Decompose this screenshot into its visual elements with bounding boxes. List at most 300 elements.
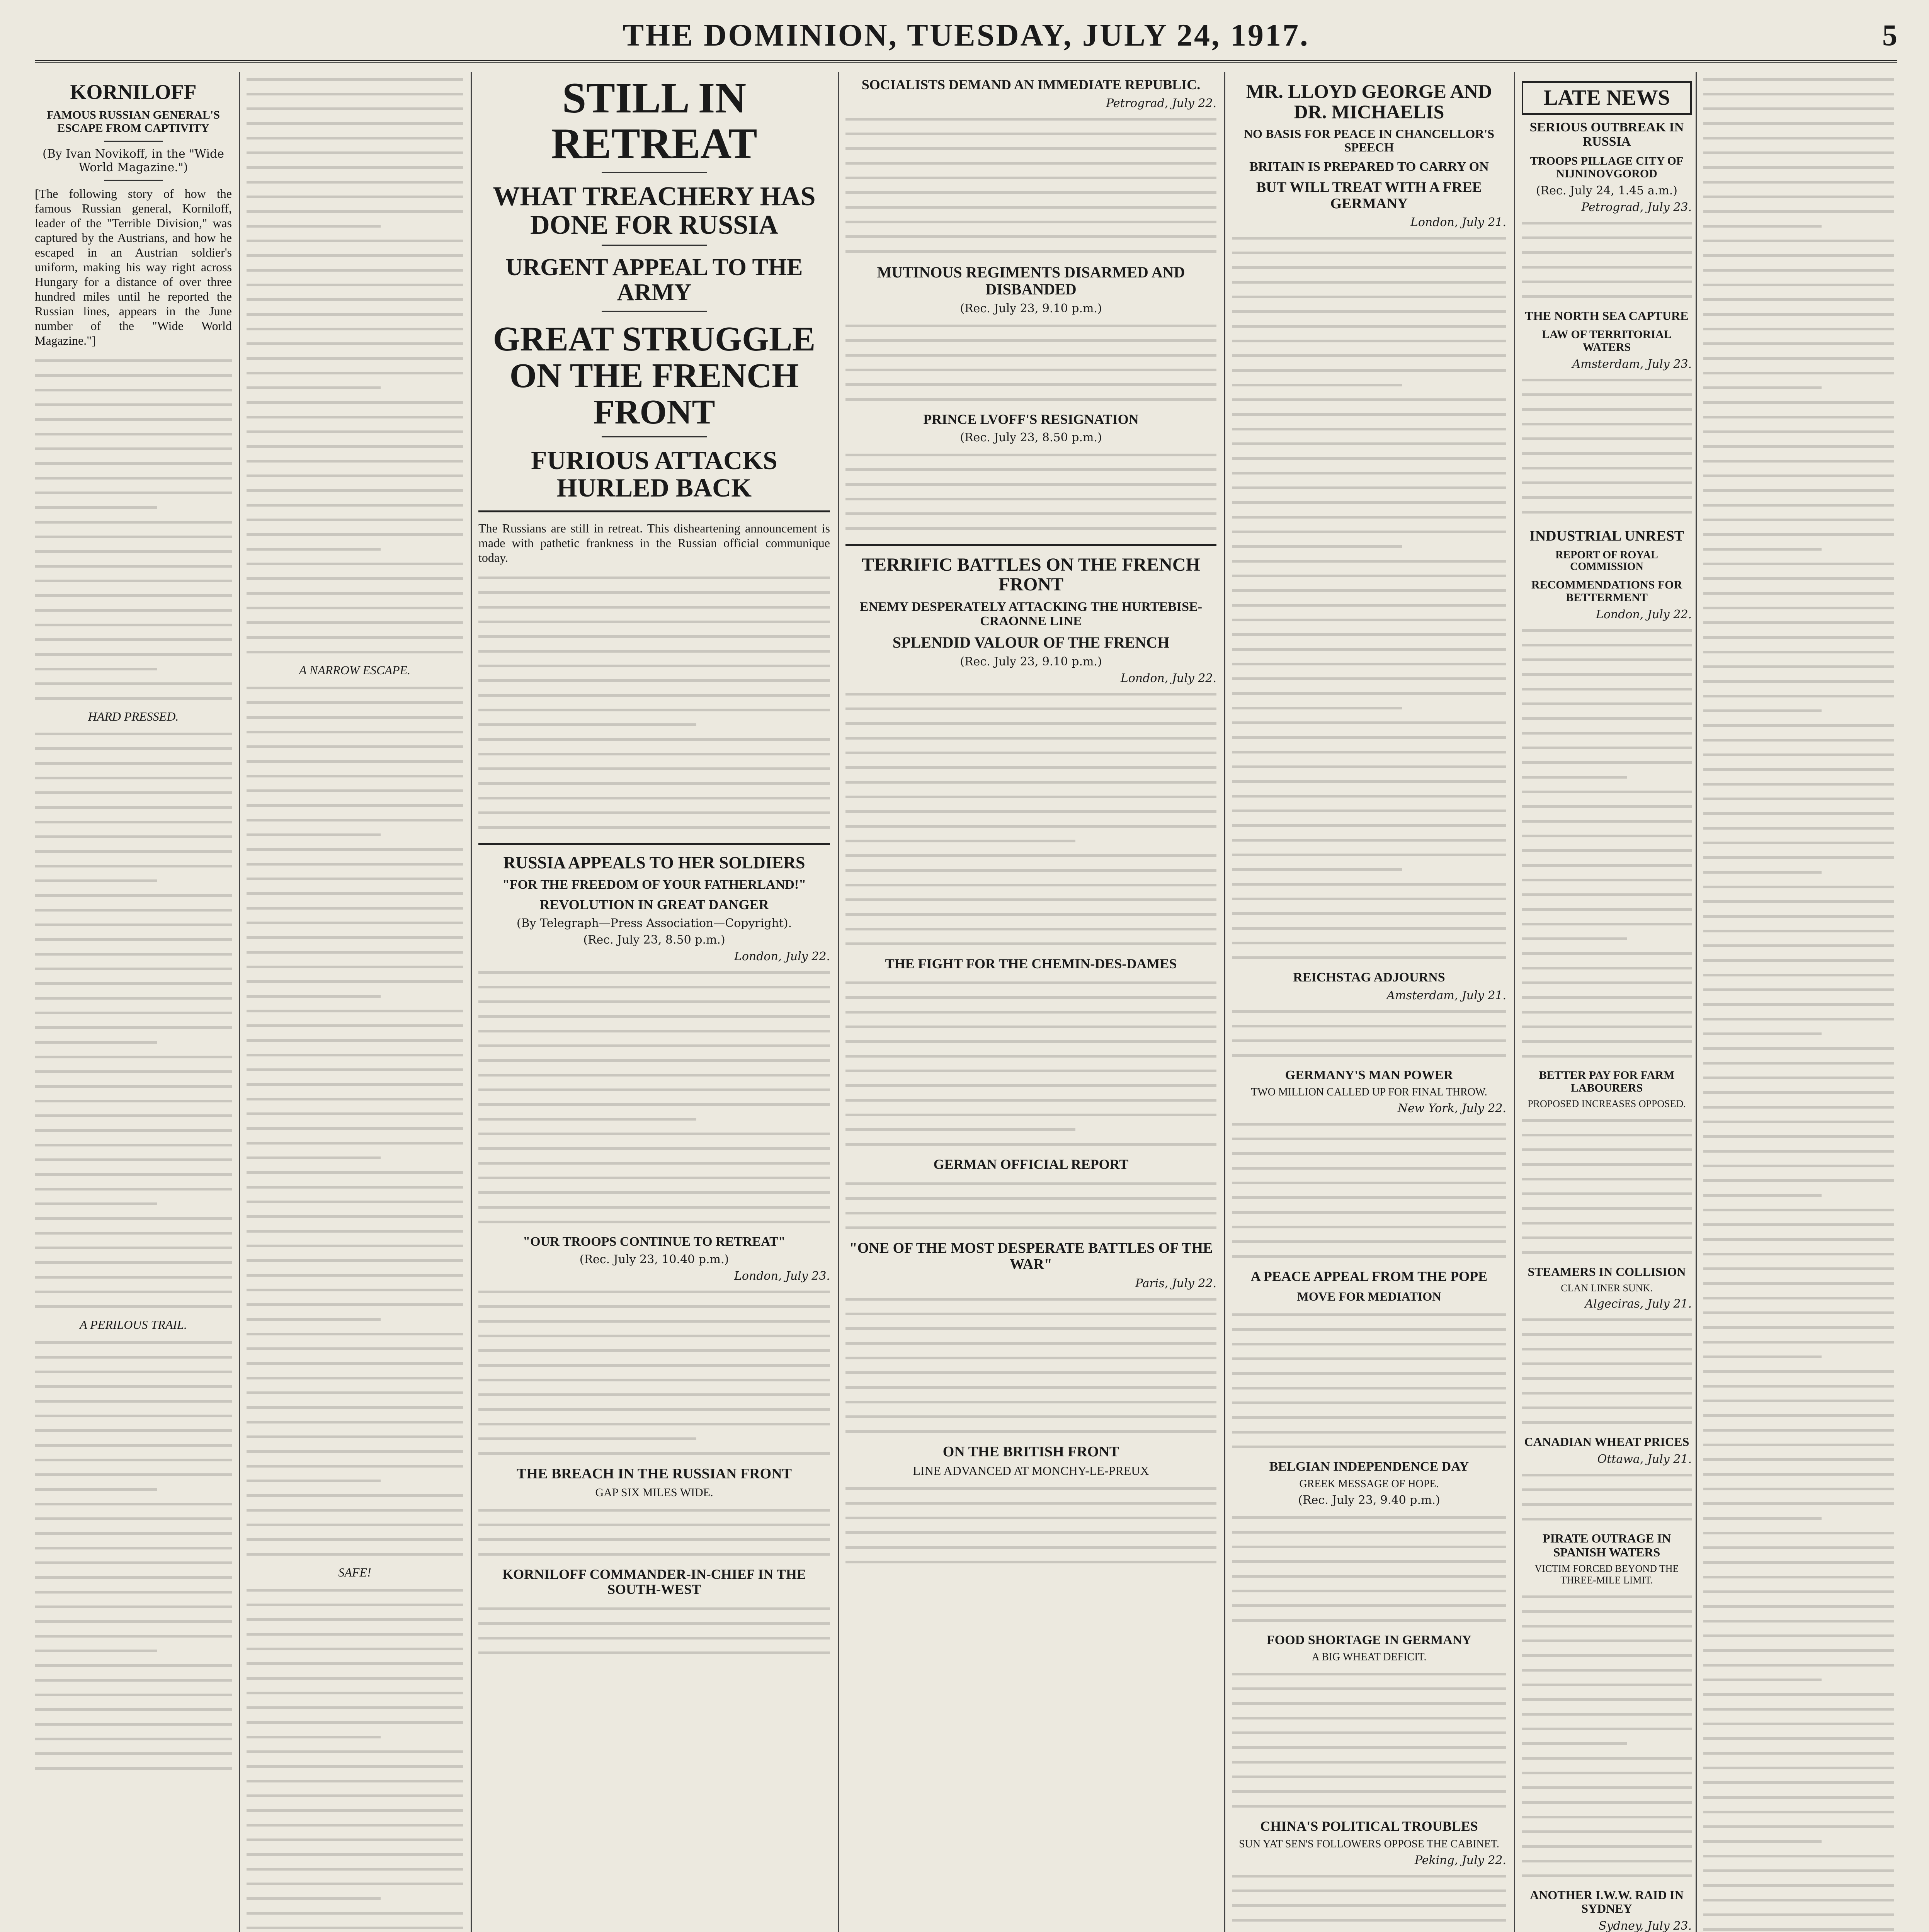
text-line: [1703, 1188, 1822, 1202]
text-line: [1232, 1131, 1506, 1146]
text-line: [478, 1446, 830, 1461]
text-line: [35, 1226, 232, 1240]
text-line: [845, 907, 1216, 922]
text-line: [845, 362, 1216, 377]
text-line: [478, 1372, 830, 1387]
text-line: [247, 1165, 463, 1180]
text-line: [1232, 451, 1506, 466]
text-line: [1232, 1525, 1506, 1539]
text-line: [1232, 1033, 1506, 1048]
text-line: [478, 1009, 830, 1024]
text-line: [845, 1554, 1216, 1569]
text-line: [845, 1176, 1216, 1191]
text-line: [1232, 348, 1506, 363]
subhead-increases: PROPOSED INCREASES OPPOSED.: [1528, 1098, 1686, 1110]
text-line: [1232, 1784, 1506, 1799]
text-line: [1232, 686, 1506, 701]
text-line: [845, 701, 1216, 716]
text-line: [1703, 1481, 1894, 1496]
text-line: [35, 1335, 232, 1350]
text-line: [1522, 858, 1692, 872]
column-3: [478, 72, 830, 1932]
text-line: [35, 485, 232, 500]
place-date: London, July 22.: [734, 950, 830, 964]
text-line: [35, 1717, 232, 1731]
text-line: [35, 1746, 232, 1761]
text-line: [1522, 770, 1627, 784]
text-line: [1232, 363, 1506, 378]
text-line: [478, 1097, 830, 1112]
text-line: [845, 1496, 1216, 1510]
headline-farm-labourers: BETTER PAY FOR FARM LABOURERS: [1539, 1069, 1675, 1095]
text-line: [1703, 938, 1894, 953]
text-line: [247, 336, 463, 351]
text-line: [1703, 454, 1894, 468]
text-line: [1232, 1583, 1506, 1598]
place-date: New York, July 22.: [1397, 1102, 1506, 1116]
column-rule: [239, 72, 240, 1932]
text-line: [1232, 436, 1506, 451]
headline-breach: THE BREACH IN THE RUSSIAN FRONT: [517, 1466, 792, 1482]
text-line: [1703, 821, 1894, 835]
text-line: [247, 160, 463, 175]
headline-great-struggle: GREAT STRUGGLE ON THE FRENCH FRONT: [493, 320, 816, 432]
text-line: [1703, 791, 1894, 806]
text-line: [1522, 990, 1692, 1005]
subhead-recommendations: RECOMMENDATIONS FOR BETTERMENT: [1531, 578, 1682, 604]
text-line: [1522, 1512, 1692, 1526]
text-line: [478, 732, 830, 747]
text-line: [1522, 1049, 1692, 1063]
text-line: [845, 1107, 1216, 1122]
text-line: [247, 1238, 463, 1253]
text-line: [35, 726, 232, 741]
text-line: [1703, 1393, 1894, 1408]
text-line: [1703, 1144, 1894, 1158]
text-line: [1703, 1555, 1894, 1570]
text-line: [1232, 1425, 1506, 1439]
text-line: [247, 175, 463, 189]
text-line: [1703, 850, 1894, 865]
text-line: [35, 1138, 232, 1152]
text-line: [1232, 671, 1506, 686]
text-line: [845, 1019, 1216, 1034]
text-line: [247, 424, 463, 439]
text-line: [35, 1511, 232, 1526]
text-line: [1232, 1351, 1506, 1366]
text-line: [35, 412, 232, 427]
text-line: [247, 1547, 463, 1561]
divider: [104, 141, 163, 142]
text-line: [1232, 921, 1506, 935]
text-line: [1703, 307, 1894, 321]
text-line: [1522, 1216, 1692, 1230]
article-text-block: [1522, 1113, 1692, 1260]
text-line: [1522, 1854, 1692, 1868]
text-line: [478, 1112, 696, 1126]
text-line: [35, 1167, 232, 1182]
text-line: [1522, 638, 1692, 652]
text-line: [845, 156, 1216, 170]
headline-mutinous: MUTINOUS REGIMENTS DISARMED AND DISBANDED: [877, 263, 1185, 298]
text-line: [1522, 1707, 1692, 1721]
text-line: [247, 512, 463, 527]
text-line: [1703, 189, 1894, 204]
text-line: [35, 1438, 232, 1452]
text-line: [845, 126, 1216, 141]
text-line: [1703, 733, 1894, 747]
text-line: [247, 1671, 463, 1685]
text-line: [845, 392, 1216, 406]
place-date: Peking, July 22.: [1414, 1854, 1506, 1867]
text-line: [1522, 902, 1692, 917]
text-line: [1522, 490, 1692, 505]
text-line: [1522, 1780, 1692, 1795]
text-line: [1703, 1746, 1894, 1760]
text-line: [1232, 245, 1506, 260]
text-line: [1522, 1589, 1692, 1604]
text-line: [845, 1380, 1216, 1395]
text-line: [845, 1191, 1216, 1206]
masthead-title: THE DOMINION, TUESDAY, JULY 24, 1917.: [623, 17, 1310, 53]
place-date: Amsterdam, July 23.: [1572, 357, 1692, 371]
text-line: [1232, 1048, 1506, 1063]
text-line: [247, 1327, 463, 1341]
text-line: [845, 1481, 1216, 1496]
subhead-royal-commission: REPORT OF ROYAL COMMISSION: [1555, 549, 1658, 573]
text-line: [247, 1312, 381, 1327]
text-line: [478, 1053, 830, 1068]
text-line: [1522, 387, 1692, 402]
text-line: [1522, 726, 1692, 740]
text-line: [1522, 623, 1692, 638]
article-text-block: [1232, 1510, 1506, 1628]
article-text-block: [247, 680, 463, 1561]
subhead-perilous-trail: A PERILOUS TRAIL.: [80, 1318, 187, 1332]
headline-socialists: SOCIALISTS DEMAND AN IMMEDIATE REPUBLIC.: [861, 77, 1201, 92]
text-line: [1522, 1142, 1692, 1157]
text-line: [1522, 431, 1692, 446]
text-line: [1522, 696, 1692, 711]
text-line: [845, 804, 1216, 819]
text-line: [1232, 1410, 1506, 1425]
text-line: [247, 1415, 463, 1429]
divider: [104, 180, 163, 181]
article-text-block: [1232, 1869, 1506, 1932]
column-1: [35, 72, 232, 1932]
text-line: [1232, 1117, 1506, 1131]
text-line: [845, 975, 1216, 990]
text-line: [845, 477, 1216, 492]
text-line: [247, 410, 463, 424]
text-line: [1522, 289, 1692, 304]
text-line: [35, 756, 232, 770]
text-line: [35, 741, 232, 756]
text-line: [1703, 1129, 1894, 1144]
text-line: [35, 1005, 232, 1020]
text-line: [1232, 1696, 1506, 1711]
text-line: [1522, 274, 1692, 289]
received-time: (Rec. July 23, 9.10 p.m.): [960, 301, 1102, 315]
column-2: [247, 72, 463, 1932]
text-line: [478, 776, 830, 791]
text-line: [1522, 260, 1692, 274]
text-line: [1232, 480, 1506, 495]
article-text-block: [1703, 72, 1894, 1932]
text-line: [1703, 571, 1894, 586]
headline-korniloff-commander: KORNILOFF COMMANDER-IN-CHIEF IN THE SOUTH-WEST: [502, 1566, 806, 1597]
article-text-block: [478, 1503, 830, 1561]
headline-desperate-battles: "ONE OF THE MOST DESPERATE BATTLES OF THE WAR": [849, 1240, 1213, 1272]
text-line: [845, 1137, 1216, 1151]
text-line: [1522, 1677, 1692, 1692]
text-line: [1522, 1795, 1692, 1810]
divider: [478, 510, 830, 512]
subhead-safe: SAFE!: [338, 1565, 371, 1579]
text-line: [247, 724, 463, 739]
text-line: [1232, 598, 1506, 612]
subhead-clan-liner: CLAN LINER SUNK.: [1561, 1282, 1653, 1294]
subhead-troops-retreat: "OUR TROOPS CONTINUE TO RETREAT": [523, 1235, 786, 1249]
text-line: [35, 1482, 157, 1497]
text-line: [845, 922, 1216, 936]
text-line: [35, 1614, 232, 1629]
text-line: [1232, 1769, 1506, 1784]
text-line: [247, 945, 463, 959]
place-date: Paris, July 22.: [1135, 1276, 1216, 1290]
text-line: [1232, 466, 1506, 480]
text-line: [35, 1526, 232, 1541]
column-rule: [838, 72, 839, 1932]
text-line: [1522, 961, 1692, 975]
text-line: [1232, 378, 1402, 392]
article-text-block: [478, 570, 830, 835]
article-text-block: [1232, 1307, 1506, 1454]
text-line: [247, 798, 463, 813]
text-line: [1232, 495, 1506, 510]
headline-treachery: WHAT TREACHERY HAS DONE FOR RUSSIA: [493, 182, 816, 240]
text-line: [35, 368, 232, 383]
text-line: [247, 1700, 463, 1715]
text-line: [1232, 539, 1402, 554]
text-line: [247, 1847, 463, 1862]
text-line: [1703, 1878, 1894, 1893]
text-line: [1703, 175, 1894, 189]
text-line: [247, 439, 463, 454]
text-line: [247, 1597, 463, 1612]
text-line: [1232, 524, 1506, 539]
text-line: [1703, 160, 1894, 175]
text-line: [1703, 1643, 1894, 1658]
text-line: [1703, 1702, 1894, 1716]
text-line: [1232, 1913, 1506, 1927]
text-line: [35, 1658, 232, 1673]
text-line: [478, 1156, 830, 1170]
text-line: [1703, 1261, 1894, 1276]
headline-man-power: GERMANY'S MAN POWER: [1285, 1068, 1453, 1082]
text-line: [1703, 556, 1894, 571]
received-time: (Rec. July 24, 1.45 a.m.): [1536, 184, 1678, 197]
article-text-block: [1232, 1667, 1506, 1813]
text-line: [1232, 1711, 1506, 1725]
text-line: [35, 829, 232, 844]
received-time: (Rec. July 23, 8.50 p.m.): [583, 933, 725, 947]
text-line: [845, 731, 1216, 745]
text-line: [1522, 1312, 1692, 1327]
article-text-block: [247, 1583, 463, 1932]
text-line: [1232, 877, 1506, 891]
text-line: [478, 1517, 830, 1532]
text-line: [1522, 740, 1692, 755]
article-text-block: [1232, 231, 1506, 965]
text-line: [1703, 1863, 1894, 1878]
text-line: [845, 170, 1216, 185]
text-line: [845, 229, 1216, 244]
text-line: [1232, 847, 1506, 862]
text-line: [35, 873, 157, 888]
text-line: [247, 468, 463, 483]
text-line: [1232, 231, 1506, 245]
byline: (By Telegraph—Press Association—Copyright).: [516, 917, 792, 930]
text-line: [35, 1731, 232, 1746]
text-line: [1522, 1113, 1692, 1128]
headline-iww-raid: ANOTHER I.W.W. RAID IN SYDNEY: [1530, 1888, 1684, 1915]
text-line: [478, 1082, 830, 1097]
text-line: [35, 917, 232, 932]
headline-belgian: BELGIAN INDEPENDENCE DAY: [1269, 1459, 1469, 1474]
text-line: [35, 1570, 232, 1585]
text-line: [1522, 1386, 1692, 1400]
headline-russia-appeals: RUSSIA APPEALS TO HER SOLDIERS: [503, 853, 805, 872]
text-line: [247, 930, 463, 945]
text-line: [247, 1062, 463, 1077]
text-line: [247, 1106, 463, 1121]
text-line: [1522, 1468, 1692, 1482]
headline-reichstag: REICHSTAG ADJOURNS: [1293, 970, 1445, 985]
place-date: Sydney, July 23.: [1599, 1919, 1692, 1932]
subhead-narrow-escape: A NARROW ESCAPE.: [299, 663, 411, 677]
text-line: [247, 145, 463, 160]
text-line: [247, 1876, 463, 1891]
text-line: [845, 318, 1216, 333]
text-line: [1703, 395, 1894, 410]
text-line: [247, 1832, 463, 1847]
text-line: [845, 1206, 1216, 1220]
text-line: [247, 989, 381, 1003]
text-line: [247, 783, 463, 798]
text-line: [845, 936, 1216, 951]
lead-paragraph: The Russians are still in retreat. This disheartening announcement is made with pathetic frankness in the Russian official communique today.: [478, 521, 830, 565]
text-line: [35, 1408, 232, 1423]
text-line: [1703, 1379, 1894, 1393]
text-line: [1703, 997, 1894, 1012]
text-line: [1703, 1232, 1894, 1247]
text-line: [1703, 1305, 1894, 1320]
text-line: [1703, 233, 1894, 248]
text-line: [247, 710, 463, 724]
text-line: [478, 980, 830, 994]
text-line: [1232, 1740, 1506, 1755]
text-line: [1232, 759, 1506, 774]
place-date: Algeciras, July 21.: [1585, 1297, 1692, 1311]
text-line: [1522, 1230, 1692, 1245]
text-line: [1703, 87, 1894, 101]
text-line: [478, 761, 830, 776]
text-line: [478, 614, 830, 629]
text-line: [247, 1906, 463, 1920]
text-line: [35, 529, 232, 544]
subhead-two-million: TWO MILLION CALLED UP FOR FINAL THROW.: [1251, 1086, 1487, 1099]
subhead-freedom: "FOR THE FREEDOM OF YOUR FATHERLAND!": [502, 878, 806, 892]
text-line: [845, 1395, 1216, 1409]
article-text-block: [1232, 1004, 1506, 1063]
text-line: [1232, 1598, 1506, 1613]
text-line: [1232, 392, 1506, 407]
text-line: [1522, 931, 1627, 946]
text-line: [1703, 101, 1894, 116]
text-line: [35, 1452, 232, 1467]
text-line: [1522, 1868, 1692, 1883]
text-line: [247, 959, 463, 974]
text-line: [478, 1631, 830, 1645]
text-line: [247, 695, 463, 710]
text-line: [35, 1643, 157, 1658]
text-line: [478, 1417, 830, 1431]
text-line: [247, 871, 463, 886]
text-line: [247, 307, 463, 321]
text-line: [1522, 1172, 1692, 1186]
text-line: [1522, 1005, 1692, 1019]
text-line: [1522, 461, 1692, 475]
text-line: [845, 185, 1216, 200]
text-line: [1522, 1633, 1692, 1648]
column-4: [845, 72, 1216, 1932]
text-line: [247, 366, 463, 380]
text-line: [1703, 1526, 1894, 1540]
text-line: [478, 1126, 830, 1141]
text-line: [1522, 682, 1692, 696]
text-line: [1703, 1423, 1894, 1437]
text-line: [1522, 1721, 1692, 1736]
text-line: [247, 1612, 463, 1627]
text-line: [1522, 1839, 1692, 1854]
text-line: [1522, 828, 1692, 843]
text-line: [1703, 1687, 1894, 1702]
text-line: [845, 760, 1216, 775]
text-line: [1522, 1034, 1692, 1049]
text-line: [845, 1292, 1216, 1306]
text-line: [1232, 304, 1506, 319]
text-line: [1703, 424, 1894, 439]
text-line: [35, 1079, 232, 1094]
text-line: [1522, 711, 1692, 726]
text-line: [1703, 1584, 1894, 1599]
text-line: [1703, 600, 1894, 615]
headline-steamers: STEAMERS IN COLLISION: [1528, 1265, 1686, 1279]
text-line: [35, 353, 232, 368]
text-line: [1703, 1849, 1894, 1863]
text-line: [35, 588, 232, 603]
text-line: [35, 441, 232, 456]
text-line: [1232, 1219, 1506, 1234]
text-line: [35, 427, 232, 441]
text-line: [35, 662, 157, 676]
text-line: [247, 351, 463, 366]
text-line: [845, 506, 1216, 521]
page-number: 5: [1882, 18, 1897, 52]
text-line: [478, 1601, 830, 1616]
article-text-block: [247, 72, 463, 659]
